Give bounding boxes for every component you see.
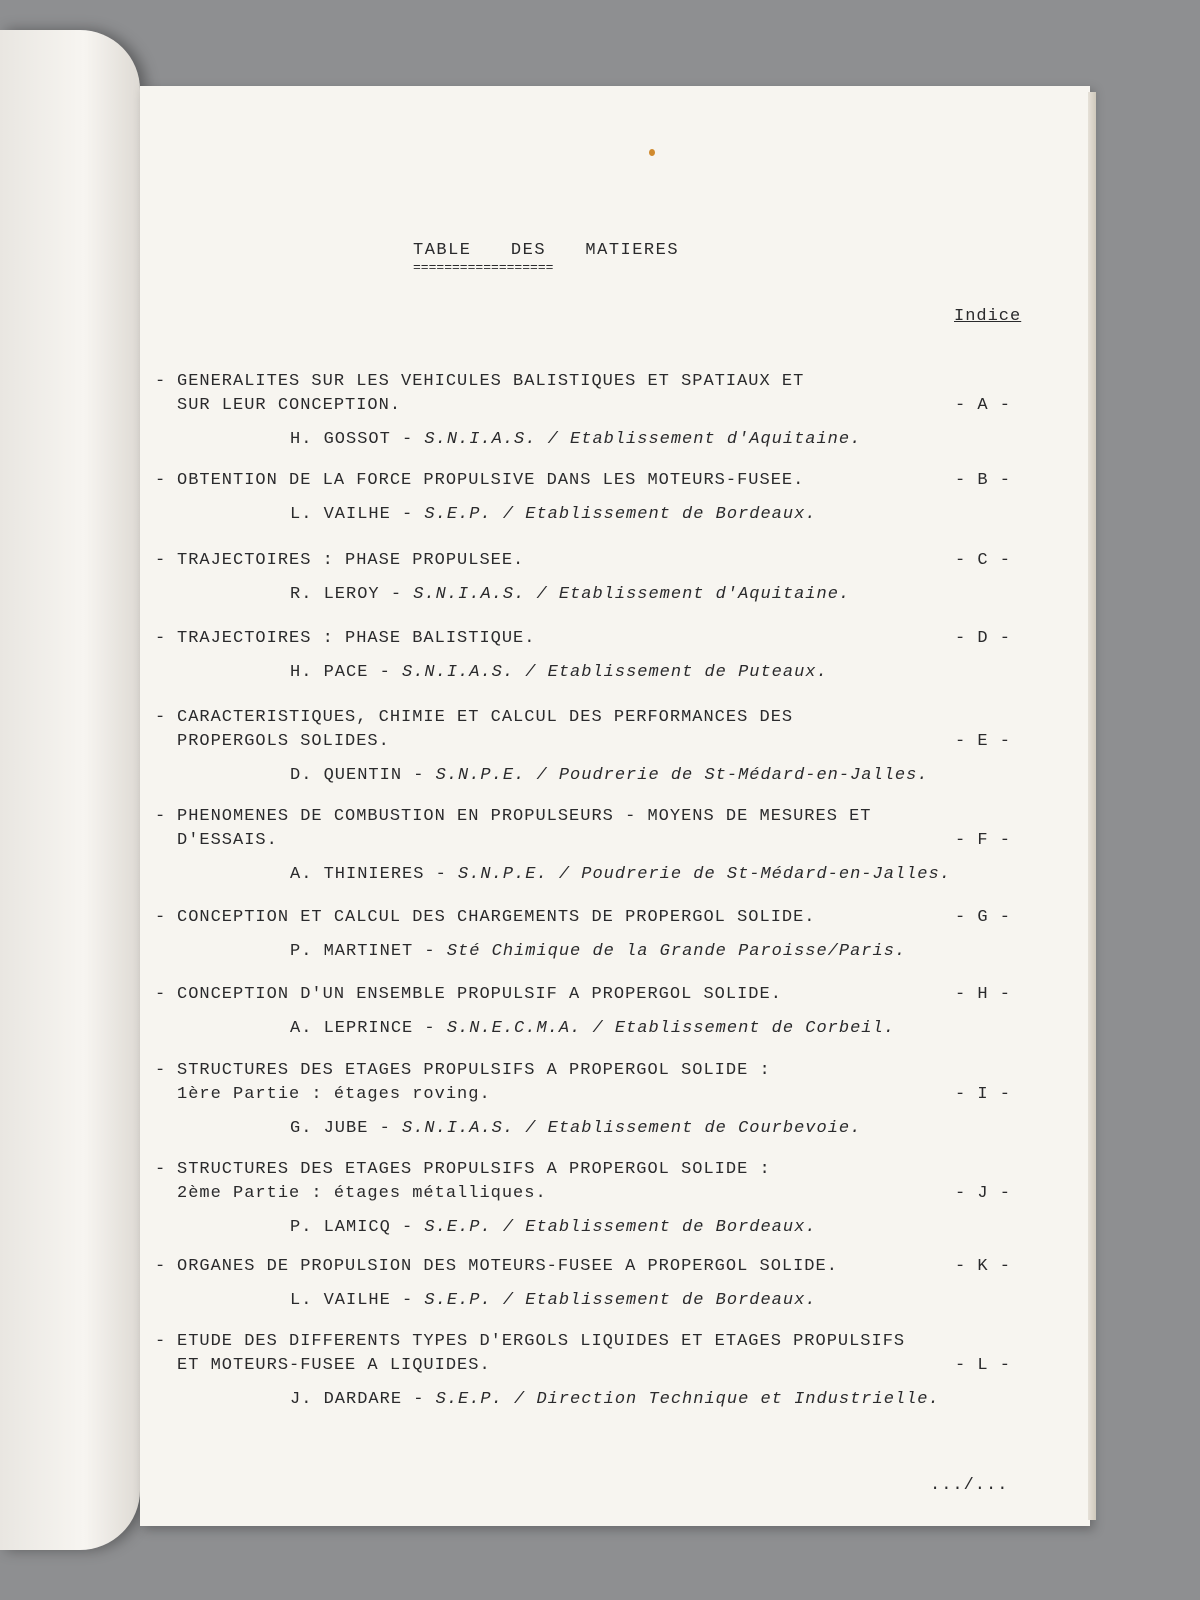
author-organization: S.N.I.A.S. / Etablissement de Courbevoie. [402, 1119, 862, 1138]
author-name: L. VAILHE - [290, 505, 414, 524]
entry-bullet-dash: - [155, 807, 167, 826]
entry-bullet-dash: - [155, 708, 167, 727]
paper-stain [649, 149, 655, 156]
entry-title-line: STRUCTURES DES ETAGES PROPULSIFS A PROPERGOL SOLIDE : [177, 1061, 771, 1080]
entry-title-line: TRAJECTOIRES : PHASE BALISTIQUE. [177, 629, 536, 648]
entry-title-line: TRAJECTOIRES : PHASE PROPULSEE. [177, 551, 525, 570]
entry-index-letter: - A - [955, 396, 1012, 415]
entry-index-letter: - I - [955, 1085, 1012, 1104]
entry-index-letter: - G - [955, 908, 1012, 927]
entry-author-line [290, 1390, 940, 1409]
entry-title-line: PHENOMENES DE COMBUSTION EN PROPULSEURS - MOYENS DE MESURES ET [177, 807, 872, 826]
entry-title-line: 1ère Partie : étages roving. [177, 1085, 491, 1104]
entry-bullet-dash: - [155, 471, 167, 490]
author-organization: S.N.E.C.M.A. / Etablissement de Corbeil. [446, 1019, 895, 1038]
entry-index-letter: - K - [955, 1257, 1012, 1276]
author-name: P. LAMICQ - [290, 1218, 414, 1237]
entry-index-letter: - F - [955, 831, 1012, 850]
title-underline-rule: ================== [413, 260, 554, 275]
continued-marker: .../... [930, 1476, 1009, 1495]
author-organization: Sté Chimique de la Grande Paroisse/Paris. [446, 942, 907, 961]
author-organization: S.E.P. / Etablissement de Bordeaux. [424, 1291, 817, 1310]
entry-index-letter: - B - [955, 471, 1012, 490]
entry-title-line: ET MOTEURS-FUSEE A LIQUIDES. [177, 1356, 491, 1375]
entry-title-line: D'ESSAIS. [177, 831, 278, 850]
entry-author-line [290, 1218, 816, 1237]
entry-author-line [290, 865, 951, 884]
entry-bullet-dash: - [155, 1332, 167, 1351]
author-organization: S.N.P.E. / Poudrerie de St-Médard-en-Jalles. [435, 766, 929, 785]
author-organization: S.E.P. / Etablissement de Bordeaux. [424, 505, 817, 524]
author-organization: S.N.I.A.S. / Etablissement de Puteaux. [402, 663, 828, 682]
entry-bullet-dash: - [155, 1160, 167, 1179]
facing-left-page [0, 30, 140, 1550]
author-name: R. LEROY - [290, 585, 403, 604]
entry-bullet-dash: - [155, 372, 167, 391]
entry-author-line [290, 585, 850, 604]
author-name: H. GOSSOT - [290, 430, 414, 449]
author-name: P. MARTINET - [290, 942, 436, 961]
page-stack-edge [1088, 92, 1096, 1520]
entry-title-line: ORGANES DE PROPULSION DES MOTEURS-FUSEE A PROPERGOL SOLIDE. [177, 1257, 838, 1276]
entry-title-line: STRUCTURES DES ETAGES PROPULSIFS A PROPERGOL SOLIDE : [177, 1160, 771, 1179]
entry-bullet-dash: - [155, 1061, 167, 1080]
entry-title-line: CONCEPTION ET CALCUL DES CHARGEMENTS DE PROPERGOL SOLIDE. [177, 908, 816, 927]
entry-bullet-dash: - [155, 985, 167, 1004]
author-name: L. VAILHE - [290, 1291, 414, 1310]
entry-title-line: GENERALITES SUR LES VEHICULES BALISTIQUES ET SPATIAUX ET [177, 372, 805, 391]
entry-author-line [290, 1019, 895, 1038]
entry-title-line: SUR LEUR CONCEPTION. [177, 396, 402, 415]
entry-index-letter: - C - [955, 551, 1012, 570]
entry-bullet-dash: - [155, 551, 167, 570]
entry-title-line: ETUDE DES DIFFERENTS TYPES D'ERGOLS LIQUIDES ET ETAGES PROPULSIFS [177, 1332, 906, 1351]
author-organization: S.N.I.A.S. / Etablissement d'Aquitaine. [413, 585, 851, 604]
entry-bullet-dash: - [155, 908, 167, 927]
entry-author-line [290, 663, 828, 682]
entry-author-line [290, 766, 929, 785]
author-name: D. QUENTIN - [290, 766, 425, 785]
author-name: G. JUBE - [290, 1119, 391, 1138]
author-name: A. LEPRINCE - [290, 1019, 436, 1038]
author-name: J. DARDARE - [290, 1390, 425, 1409]
author-organization: S.E.P. / Etablissement de Bordeaux. [424, 1218, 817, 1237]
entry-index-letter: - D - [955, 629, 1012, 648]
author-organization: S.N.I.A.S. / Etablissement d'Aquitaine. [424, 430, 862, 449]
entry-author-line [290, 942, 906, 961]
author-organization: S.N.P.E. / Poudrerie de St-Médard-en-Jalles. [458, 865, 951, 884]
entry-index-letter: - E - [955, 732, 1012, 751]
author-name: A. THINIERES - [290, 865, 447, 884]
entry-author-line [290, 1119, 861, 1138]
entry-author-line [290, 430, 861, 449]
entry-index-letter: - L - [955, 1356, 1012, 1375]
entry-author-line [290, 505, 816, 524]
entry-index-letter: - J - [955, 1184, 1012, 1203]
entry-title-line: CARACTERISTIQUES, CHIMIE ET CALCUL DES PERFORMANCES DES [177, 708, 794, 727]
entry-title-line: OBTENTION DE LA FORCE PROPULSIVE DANS LES MOTEURS-FUSEE. [177, 471, 805, 490]
author-name: H. PACE - [290, 663, 391, 682]
entry-bullet-dash: - [155, 629, 167, 648]
author-organization: S.E.P. / Direction Technique et Industrielle. [435, 1390, 940, 1409]
entry-title-line: 2ème Partie : étages métalliques. [177, 1184, 547, 1203]
entry-author-line [290, 1291, 816, 1310]
page-title: TABLE DES MATIERES [413, 241, 680, 260]
document-page [140, 86, 1090, 1526]
indice-column-header: Indice [954, 307, 1022, 326]
entry-title-line: CONCEPTION D'UN ENSEMBLE PROPULSIF A PROPERGOL SOLIDE. [177, 985, 782, 1004]
entry-title-line: PROPERGOLS SOLIDES. [177, 732, 390, 751]
entry-index-letter: - H - [955, 985, 1012, 1004]
entry-bullet-dash: - [155, 1257, 167, 1276]
